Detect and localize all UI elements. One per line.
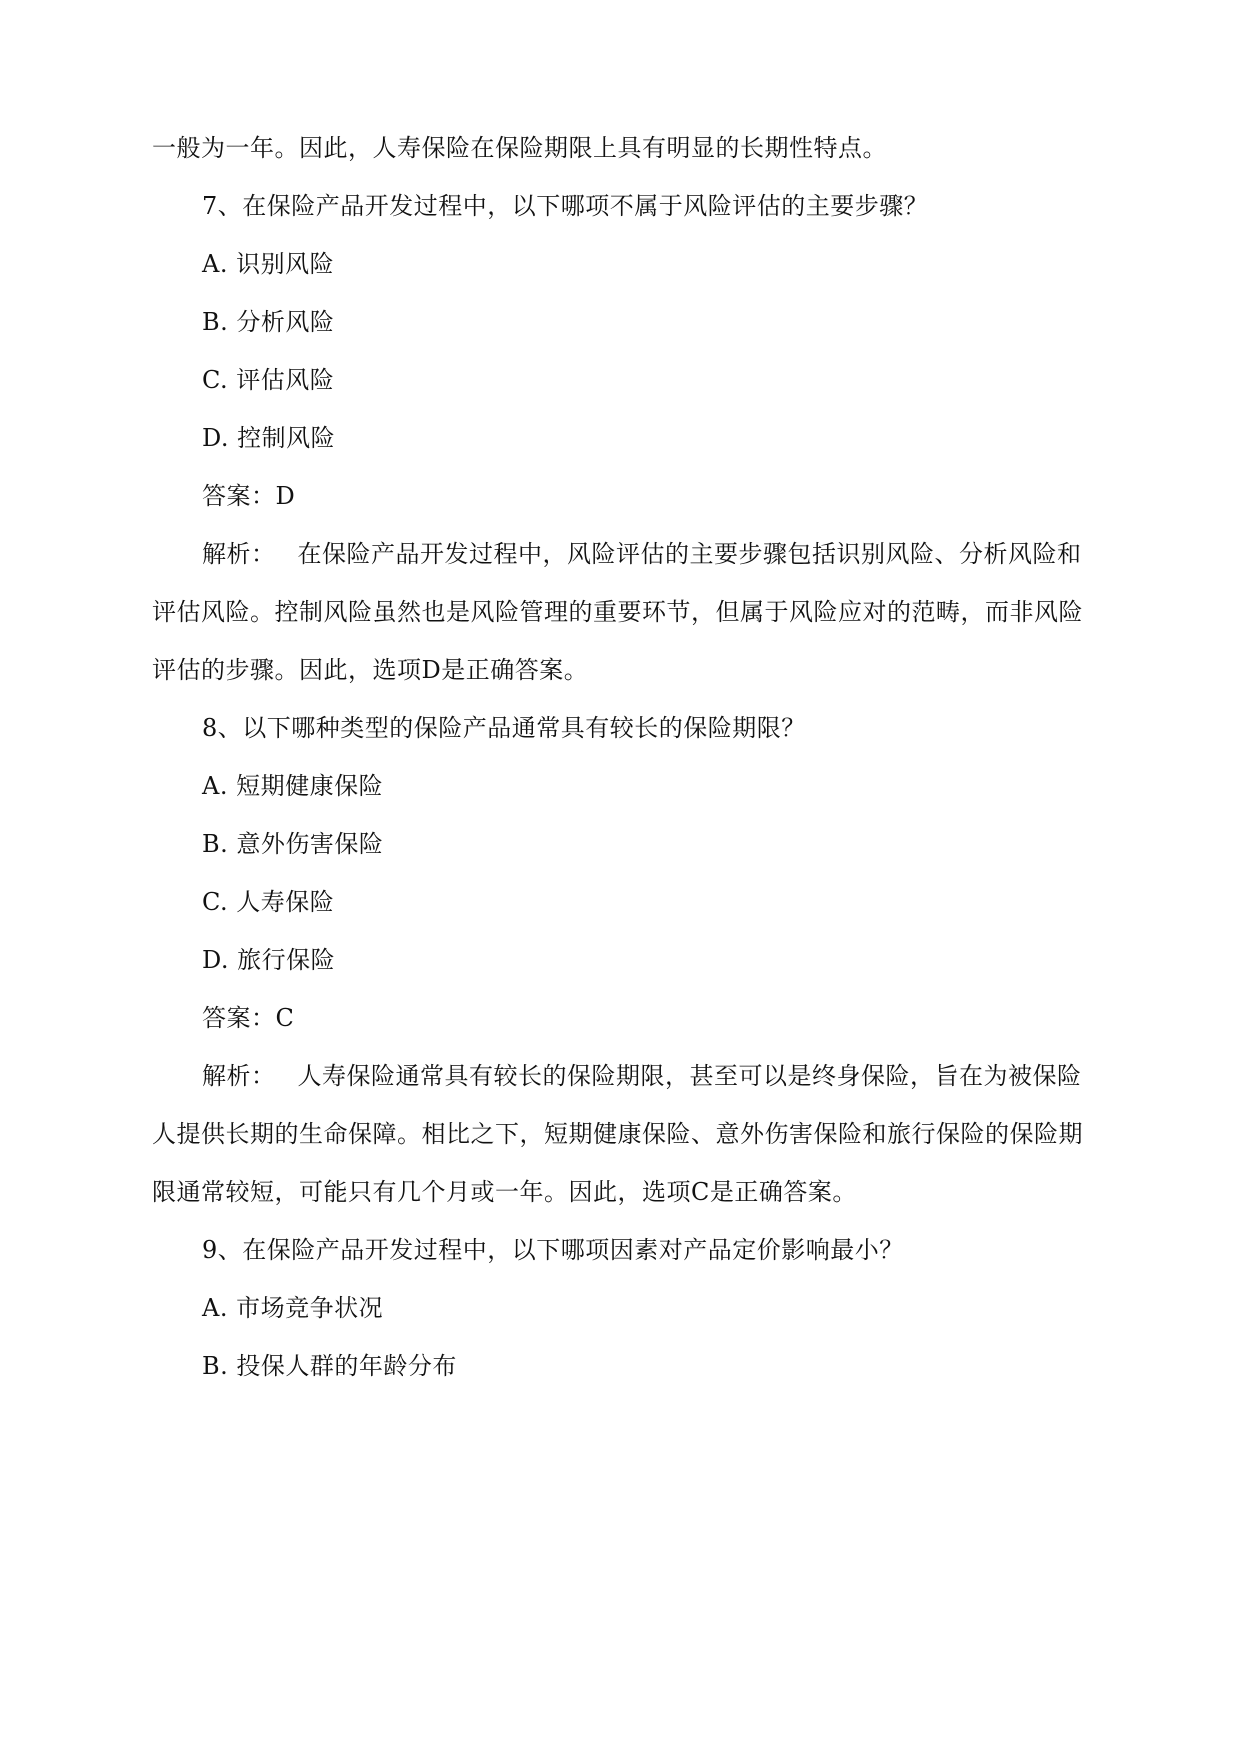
analysis-label: 解析： [202, 540, 276, 568]
question-7-option-a: A. 识别风险 [202, 250, 335, 278]
question-7-answer: 答案：D [202, 482, 296, 510]
question-7-analysis-line: 评估风险。控制风险虽然也是风险管理的重要环节，但属于风险应对的范畴，而非风险 [152, 598, 1083, 626]
question-8-option-d: D. 旅行保险 [202, 946, 336, 974]
question-8-analysis-line: 人提供长期的生命保障。相比之下，短期健康保险、意外伤害保险和旅行保险的保险期 [152, 1120, 1083, 1148]
question-9-text: 9、在保险产品开发过程中，以下哪项因素对产品定价影响最小？ [202, 1236, 904, 1264]
analysis-label: 解析： [202, 1062, 276, 1090]
question-8-option-c: C. 人寿保险 [202, 888, 335, 916]
question-8-analysis-line: 限通常较短，可能只有几个月或一年。因此，选项C是正确答案。 [152, 1178, 857, 1206]
question-7-text: 7、在保险产品开发过程中，以下哪项不属于风险评估的主要步骤？ [202, 192, 929, 220]
question-8-text: 8、以下哪种类型的保险产品通常具有较长的保险期限？ [202, 714, 806, 742]
question-7-analysis-line: 评估的步骤。因此，选项D是正确答案。 [152, 656, 589, 684]
question-7-analysis-line [202, 539, 1082, 569]
question-8-option-a: A. 短期健康保险 [202, 772, 384, 800]
question-8-answer: 答案：C [202, 1004, 295, 1032]
analysis-text: 人寿保险通常具有较长的保险期限，甚至可以是终身保险，旨在为被保险 [297, 1062, 1082, 1090]
question-7-option-c: C. 评估风险 [202, 366, 335, 394]
analysis-text: 在保险产品开发过程中，风险评估的主要步骤包括识别风险、分析风险和 [297, 540, 1082, 568]
question-9-option-b: B. 投保人群的年龄分布 [202, 1352, 457, 1380]
question-7-option-b: B. 分析风险 [202, 308, 335, 336]
question-8-option-b: B. 意外伤害保险 [202, 830, 384, 858]
question-9-option-a: A. 市场竞争状况 [202, 1294, 384, 1322]
intro-paragraph-line: 一般为一年。因此，人寿保险在保险期限上具有明显的长期性特点。 [152, 134, 887, 162]
question-8-analysis-line [202, 1061, 1082, 1091]
question-7-option-d: D. 控制风险 [202, 424, 336, 452]
